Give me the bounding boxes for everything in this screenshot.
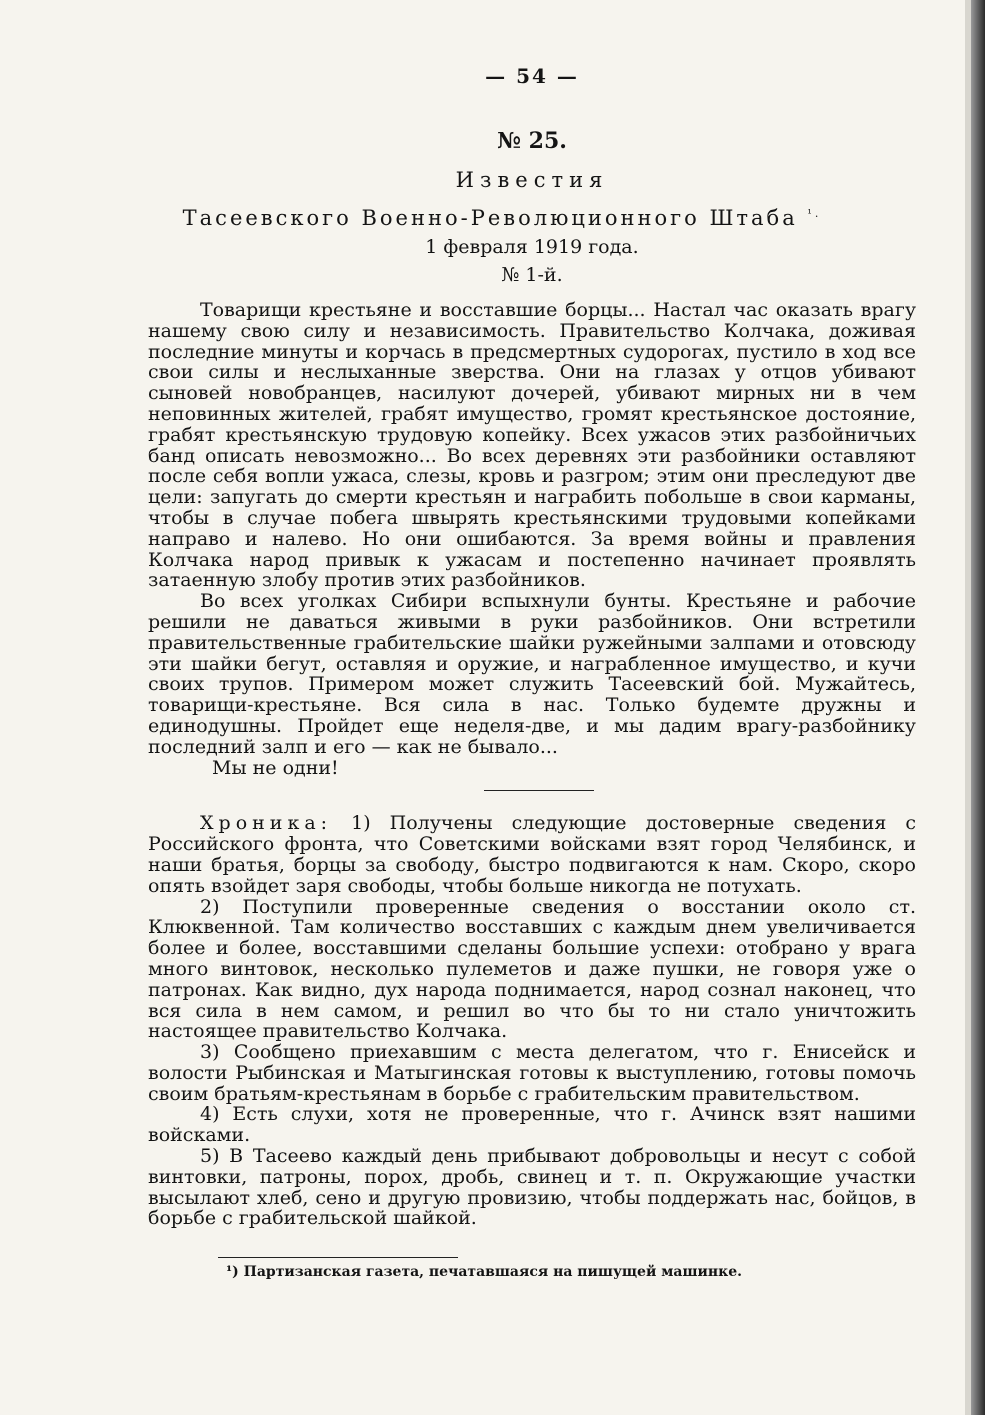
closing-line: Мы не одни!: [212, 756, 339, 779]
footnote-divider: [218, 1257, 458, 1258]
chronicle-item-2: 2) Поступили проверенные сведения о восстании около ст. Клюквенной. Там количество восставших с каждым днем увеличивается более и более, восставшими сделаны большие успехи: отобрано у врага много винтовок, несколько пулеметов и даже пушки, не говоря уже о патронах. Как видно, дух народа поднимается, народ сознал наконец, что вся сила в нем самом, и решил во что бы то ни стало уничтожить настоящее правительство Колчака.: [148, 895, 916, 1043]
body-paragraph-2: Во всех уголках Сибири вспыхнули бунты. Крестьяне и рабочие решили не даваться живыми в руки разбойников. Они встретили правительственные грабительские шайки ружейными залпами и отовсюду эти шайки бегут, оставляя и оружие, и награбленное имущество, и кучи своих трупов. Примером может служить Тасеевский бой. Мужайтесь, товарищи-крестьяне. Вся сила в нас. Только будемте дружны и единодушны. Пройдет еще неделя-две, и мы дадим врагу-разбойнику последний залп и его — как не бывало...: [148, 590, 916, 758]
page-number: — 54 —: [485, 64, 579, 88]
body-paragraph-1: Товарищи крестьяне и восставшие борцы... Настал час оказать врагу нашему свою силу и независимость. Правительство Колчака, доживая последние минуты и корчась в предсмертных судорогах, пустило в ход все свои силы и неслыханные зверства. Они на глазах у отцов убивают сыновей новобранцев, насилуют дочерей, убивают мирных ни в чем неповинных жителей, грабят имущество, громят крестьянское достояние, грабят крестьянскую трудовую копейку. Всех ужасов этих разбойничьих банд описать невозможно... Во всех деревнях эти разбойники оставляют после себя вопли ужаса, слезы, кровь и разгром; этим они преследуют две цели: запугать до смерти крестьян и награбить побольше в свои карманы, чтобы в случае побега швырять крестьянскими трудовыми копейками направо и налево. Но они ошибаются. За время войны и правления Колчака народ привык к ужасам и постепенно начинает проявлять затаенную злобу против этих разбойников.: [148, 299, 916, 592]
newspaper-title: Известия: [455, 168, 609, 192]
page-content: [148, 64, 916, 1280]
chronicle-item-3: 3) Сообщено приехавшим с места делегатом, что г. Енисейск и волости Рыбинская и Матыгинская готовы к выступлению, готовы помочь своим братьям-крестьянам в борьбе с грабительским правительством.: [148, 1041, 916, 1105]
book-spine-edge: [971, 0, 985, 1415]
issue-number: № 1-й.: [501, 264, 563, 286]
chronicle-item-1: [148, 813, 916, 896]
chronicle-item-4: 4) Есть слухи, хотя не проверенные, что г. Ачинск взят нашими войсками.: [148, 1103, 916, 1147]
footnote-mark: ¹.: [807, 207, 822, 220]
issue-date: 1 февраля 1919 года.: [425, 236, 639, 258]
chronicle-item-1-text: 1) Получены следующие достоверные сведения с Российского фронта, что Советскими войсками взят город Челябинск, и наши братья, борцы за свободу, быстро подвигаются к нам. Скоро, скоро опять взойдет заря свободы, чтобы больше никогда не потухать.: [148, 812, 916, 897]
chronicle-label: Хроника:: [200, 812, 333, 835]
chronicle-item-5: 5) В Тасеево каждый день прибывают добровольцы и несут с собой винтовки, патроны, порох, дробь, свинец и т. п. Окружающие участки высылают хлеб, сено и другую провизию, чтобы поддержать нас, бойцов, в борьбе с грабительской шайкой.: [148, 1145, 916, 1230]
subtitle-text: Тасеевского Военно-Революционного Штаба: [182, 206, 798, 230]
newspaper-subtitle: [118, 206, 886, 230]
document-number: № 25.: [497, 128, 567, 154]
footnote: ¹) Партизанская газета, печатавшаяся на пишущей машинке.: [226, 1264, 743, 1281]
section-divider: [484, 790, 594, 791]
